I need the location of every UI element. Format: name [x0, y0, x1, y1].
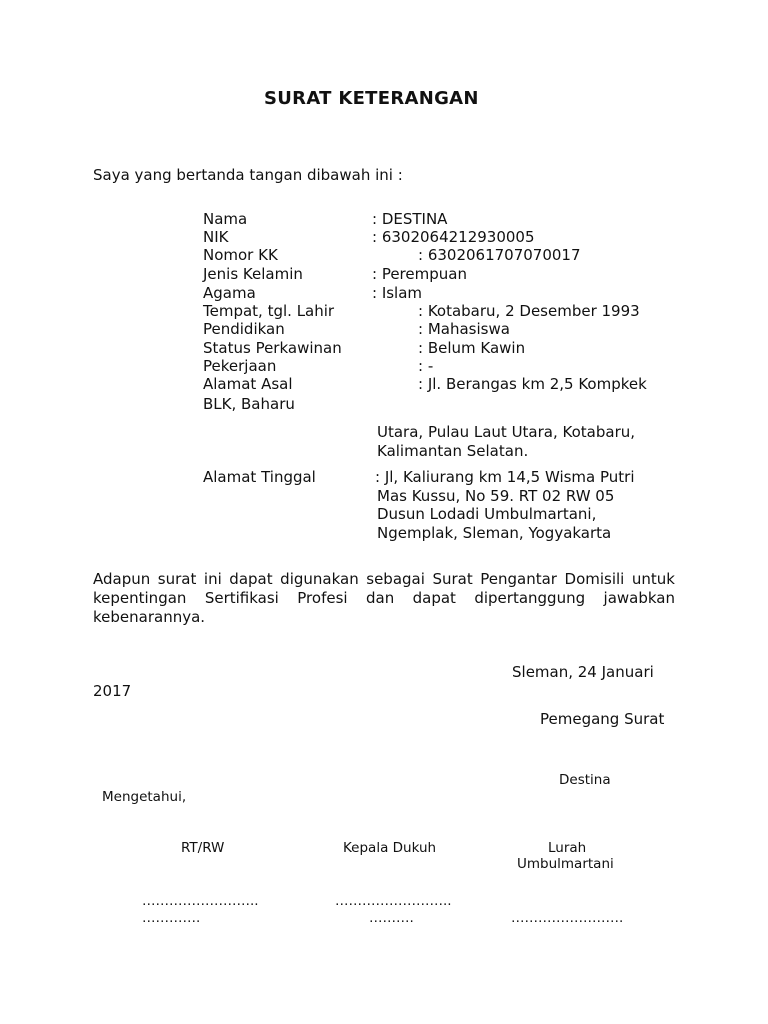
alamat-asal-wrap: BLK, Baharu [203, 395, 295, 413]
signatory-lurah: Lurah [548, 840, 587, 856]
document-title: SURAT KETERANGAN [264, 88, 479, 109]
alamat-asal-continuation-1: Utara, Pulau Laut Utara, Kotabaru, [377, 423, 636, 441]
field-value-nik: : 6302064212930005 [372, 228, 535, 246]
field-label-alamat-asal: Alamat Asal [203, 375, 293, 393]
alamat-tinggal-line-3: Dusun Lodadi Umbulmartani, [377, 505, 597, 523]
field-label-tempat-lahir: Tempat, tgl. Lahir [203, 302, 335, 320]
field-label-pekerjaan: Pekerjaan [203, 357, 277, 375]
field-label-nomor-kk: Nomor KK [203, 246, 278, 264]
field-label-nama: Nama [203, 210, 248, 228]
field-value-nama: : DESTINA [372, 210, 448, 228]
field-value-nomor-kk: : 6302061707070017 [418, 246, 581, 264]
signatory-rtrw: RT/RW [181, 840, 225, 856]
field-label-jenis-kelamin: Jenis Kelamin [203, 265, 303, 283]
alamat-tinggal-line-1: : Jl, Kaliurang km 14,5 Wisma Putri [375, 468, 635, 486]
signature-dots-rtrw-2: …………. [142, 910, 201, 926]
field-value-pekerjaan: : - [418, 357, 434, 375]
field-label-pendidikan: Pendidikan [203, 320, 285, 338]
alamat-tinggal-line-4: Ngemplak, Sleman, Yogyakarta [377, 524, 612, 542]
field-value-agama: : Islam [372, 284, 423, 302]
signature-dots-dukuh-2: ………. [369, 910, 414, 926]
signatory-kepala-dukuh: Kepala Dukuh [343, 840, 437, 856]
year-text: 2017 [93, 682, 132, 700]
signature-dots-rtrw-1: …………………….. [142, 893, 259, 909]
holder-name: Destina [559, 772, 611, 788]
signature-dots-dukuh-1: …………………….. [335, 893, 452, 909]
field-value-status-perkawinan: : Belum Kawin [418, 339, 526, 357]
signatory-lurah-village: Umbulmartani [517, 856, 614, 872]
field-label-nik: NIK [203, 228, 229, 246]
field-value-alamat-asal: : Jl. Berangas km 2,5 Kompkek [418, 375, 647, 393]
field-value-jenis-kelamin: : Perempuan [372, 265, 467, 283]
field-label-alamat-tinggal: Alamat Tinggal [203, 468, 316, 486]
place-date: Sleman, 24 Januari [512, 663, 654, 681]
signature-dots-lurah: ……………………. [511, 910, 624, 926]
field-value-pendidikan: : Mahasiswa [418, 320, 510, 338]
holder-title: Pemegang Surat [540, 710, 665, 728]
field-label-agama: Agama [203, 284, 256, 302]
field-label-status-perkawinan: Status Perkawinan [203, 339, 342, 357]
alamat-asal-continuation-2: Kalimantan Selatan. [377, 442, 529, 460]
field-value-tempat-lahir: : Kotabaru, 2 Desember 1993 [418, 302, 640, 320]
intro-text: Saya yang bertanda tangan dibawah ini : [93, 166, 403, 184]
alamat-tinggal-line-2: Mas Kussu, No 59. RT 02 RW 05 [377, 487, 615, 505]
closing-paragraph: Adapun surat ini dapat digunakan sebagai Surat Pengantar Domisili untuk kepentingan Sertifikasi Profesi dan dapat dipertanggung jawabkan kebenarannya. [93, 570, 675, 626]
acknowledged-label: Mengetahui, [102, 789, 187, 805]
